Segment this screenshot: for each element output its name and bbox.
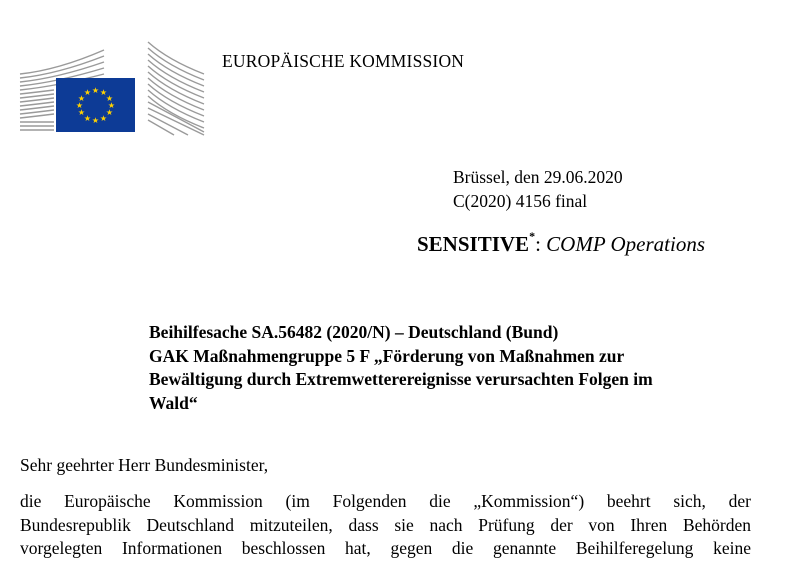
salutation: Sehr geehrter Herr Bundesminister, xyxy=(20,455,269,475)
svg-text:★: ★ xyxy=(83,88,92,97)
sensitivity-marking xyxy=(417,229,706,257)
svg-text:★: ★ xyxy=(91,116,100,125)
subject-line: GAK Maßnahmengruppe 5 F „Förderung von Maßnahmen zur xyxy=(149,345,625,366)
european-commission-logo-icon xyxy=(18,40,206,136)
svg-text:★: ★ xyxy=(105,108,114,117)
svg-text:★: ★ xyxy=(107,101,116,110)
svg-text:★: ★ xyxy=(83,114,92,123)
subject-line: Wald“ xyxy=(149,392,198,413)
body-line: die Europäische Kommission (im Folgenden die „Kommission“) beehrt sich, der xyxy=(20,491,751,511)
subject-heading xyxy=(149,321,759,415)
sensitivity-label: SENSITIVE xyxy=(417,232,530,256)
svg-text:★: ★ xyxy=(99,88,108,97)
svg-text:★: ★ xyxy=(75,101,84,110)
svg-text:★: ★ xyxy=(105,94,114,103)
svg-text:★: ★ xyxy=(77,94,86,103)
building-right-lines-icon xyxy=(148,42,204,135)
organization-name: EUROPÄISCHE KOMMISSION xyxy=(222,51,465,71)
subject-line: Bewältigung durch Extremwetterereignisse verursachten Folgen im xyxy=(149,369,653,389)
svg-text:★: ★ xyxy=(77,108,86,117)
subject-line: Beihilfesache SA.56482 (2020/N) – Deutschland (Bund) xyxy=(149,322,559,342)
document-reference: C(2020) 4156 final xyxy=(453,191,588,211)
body-line: Bundesrepublik Deutschland mitzuteilen, dass sie nach Prüfung der von Ihren Behörden xyxy=(20,514,751,535)
svg-text:★: ★ xyxy=(91,86,100,95)
sensitivity-separator: : xyxy=(535,232,541,256)
place-date: Brüssel, den 29.06.2020 xyxy=(453,167,623,187)
body-line: vorgelegten Informationen beschlossen hat, gegen die genannte Beihilferegelung keine xyxy=(20,538,751,558)
svg-text:★: ★ xyxy=(99,114,108,123)
footnote-mark: * xyxy=(529,229,536,243)
document-meta xyxy=(453,165,623,213)
letter-body xyxy=(20,490,751,561)
sensitivity-category: COMP Operations xyxy=(546,232,706,256)
